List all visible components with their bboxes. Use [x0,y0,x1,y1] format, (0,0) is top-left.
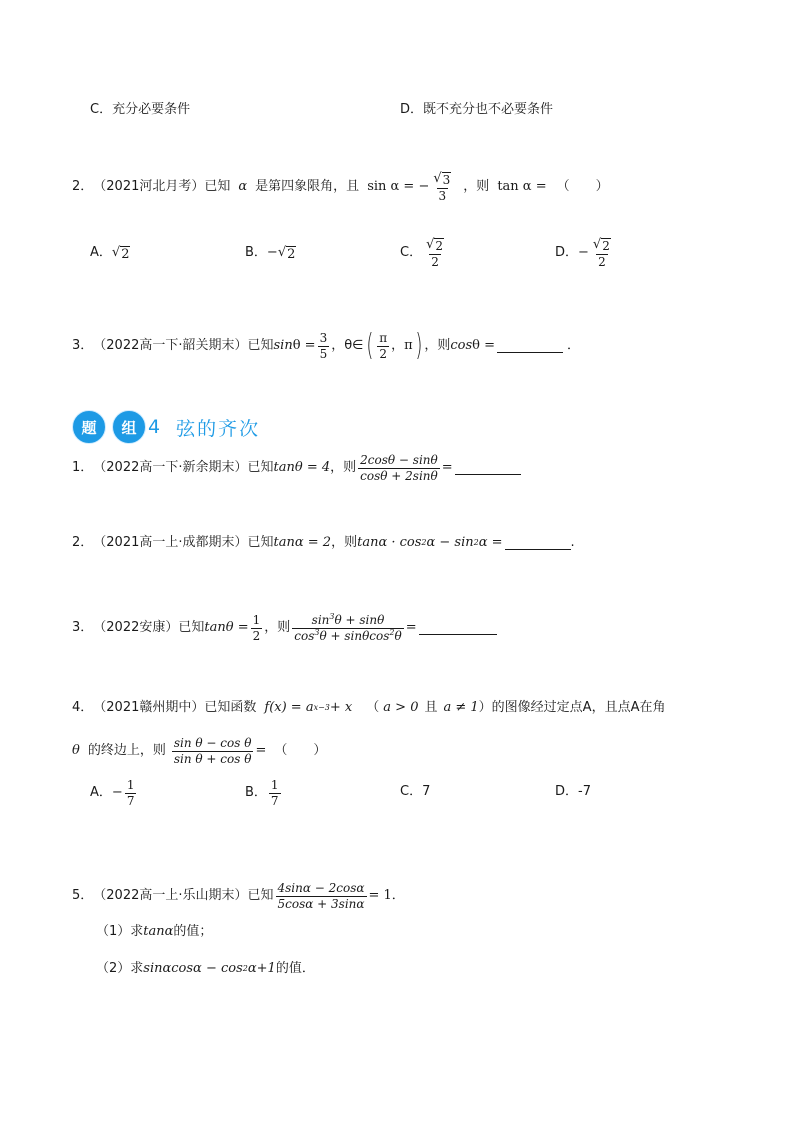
s4-stem-line1: 4． （2021赣州期中） 已知函数 f(x) = a x−3 + x （ a > 0 且 a ≠ 1 ）的图像经过定点A，且点A在角 [72,700,666,715]
option-c-prev: C．充分必要条件 [90,102,191,117]
section-badge-ti: 题 [72,410,106,444]
section-number: 4 [148,416,161,438]
s5-subquestion-1: （1）求 tanα 的值； [96,924,213,939]
s2-stem: 2． （2021高一上·成都期末） 已知 tanα = 2 ，则 tanα · cos 2 α − sin 2 α = . [72,535,575,550]
option-d-prev: D．既不充分也不必要条件 [400,102,554,117]
s4-option-a: A． − $\frac{1}{7}$ [90,777,135,808]
q3-stem: 3． （2022高一下·韶关期末） 已知 sin θ = $\frac{3}{5}$ ，θ∈ ( $\frac{\pi}{2}$ ，π ) ，则 cos θ = ． [72,328,581,363]
section-header [72,410,260,444]
s3-stem: 3． （2022安康） 已知 tanθ = $\frac{1}{2}$ ，则 $\frac{\sin^3\theta + \sin\theta}{\cos^3\theta + \sin\theta\cos^2\theta}$ = [72,608,497,648]
section-badge-zu: 组 [112,410,146,444]
s4-stem-line2: θ 的终边上，则 $\frac{\text{sin θ − cos θ}}{\text{sin θ + cos θ}}$ = （ ） [72,735,327,766]
q2-option-b: B． − √ 2 [245,244,296,262]
s1-stem: 1． （2022高一下·新余期末） 已知 tanθ = 4 ，则 $\frac{2\cos\theta - \sin\theta}{\cos\theta + 2\sin\theta}$ = [72,448,521,488]
q3-answer-blank[interactable] [497,340,563,353]
section-title: 弦的齐次 [176,417,261,440]
s3-answer-blank[interactable] [419,622,497,635]
s2-answer-blank[interactable] [505,537,571,550]
q2-option-c: C． √ 2 2 [400,236,444,269]
q2-option-d: D． − √ 2 2 [555,236,610,269]
s5-subquestion-2: （2）求 sinαcosα − cos 2 α+1 的值． [96,961,315,976]
s4-option-d: D．-7 [555,784,591,799]
q2-fraction: √ 3 3 [433,170,451,203]
s5-stem: 5． （2022高一上·乐山期末） 已知 $\frac{4\sin\alpha - 2\cos\alpha}{5\cos\alpha + 3\sin\alpha}$ = 1． [72,880,405,911]
s1-answer-blank[interactable] [455,462,521,475]
s4-option-c: C．7 [400,784,431,799]
q2-option-a: A． √ 2 [90,244,130,262]
q2-stem: 2． （2021河北月考） 已知 α 是第四象限角，且 sin α = − √ 3 3 ，则 tan α = （ ） [72,170,609,203]
s4-option-b: B． $\frac{1}{7}$ [245,777,279,808]
